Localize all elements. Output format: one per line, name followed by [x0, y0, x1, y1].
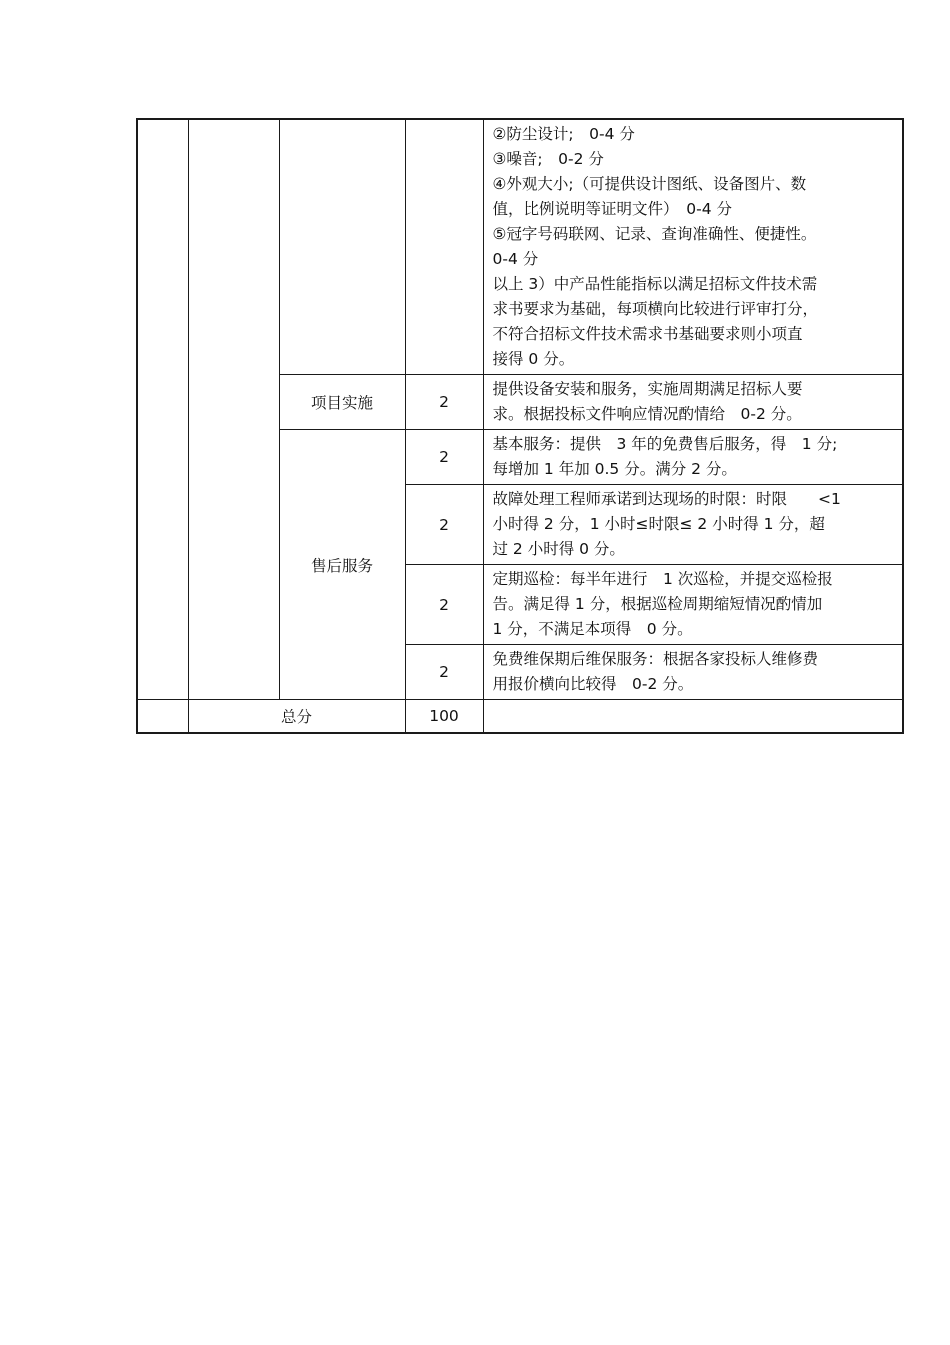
criteria-line: 每增加 1 年加 0.5 分。满分 2 分。 [492, 460, 737, 478]
sub-item-after-sales: 售后服务 [279, 430, 405, 700]
sub-item-cell [279, 119, 405, 375]
criteria-line: 基本服务：提供 3 年的免费售后服务，得 1 分; [492, 435, 838, 453]
score-after-sales-1: 2 [405, 430, 483, 485]
criteria-cell [483, 119, 903, 375]
score-after-sales-3: 2 [405, 565, 483, 645]
criteria-line: ⑤冠字号码联网、记录、查询准确性、便捷性。 [492, 225, 817, 243]
category-cell [188, 119, 279, 700]
criteria-line: 定期巡检：每半年进行 1 次巡检，并提交巡检报 [492, 570, 833, 588]
table-row [137, 119, 903, 375]
criteria-line: 不符合招标文件技术需求书基础要求则小项直 [492, 325, 803, 343]
criteria-line: ③噪音; 0-2 分 [492, 150, 604, 168]
criteria-line: 值，比例说明等证明文件） 0-4 分 [492, 200, 732, 218]
criteria-line: 小时得 2 分，1 小时≤时限≤ 2 小时得 1 分，超 [492, 515, 825, 533]
score-cell [405, 119, 483, 375]
seq-cell [137, 119, 188, 700]
score-after-sales-4: 2 [405, 645, 483, 700]
criteria-line: 求。根据投标文件响应情况酌情给 0-2 分。 [492, 405, 802, 423]
criteria-line: 0-4 分 [492, 250, 539, 268]
criteria-line: 接得 0 分。 [492, 350, 575, 368]
criteria-line: 过 2 小时得 0 分。 [492, 540, 625, 558]
criteria-line: 用报价横向比较得 0-2 分。 [492, 675, 694, 693]
criteria-line: 提供设备安装和服务，实施周期满足招标人要 [492, 380, 803, 398]
criteria-line: 故障处理工程师承诺到达现场的时限：时限 <1 [492, 490, 841, 508]
criteria-line: ④外观大小;（可提供设计图纸、设备图片、数 [492, 175, 807, 193]
scoring-table [136, 118, 904, 734]
score-after-sales-2: 2 [405, 485, 483, 565]
sub-item-project-impl: 项目实施 [279, 375, 405, 430]
total-label: 总分 [188, 700, 405, 733]
seq-cell [137, 700, 188, 733]
score-project-impl: 2 [405, 375, 483, 430]
criteria-line: 告。满足得 1 分，根据巡检周期缩短情况酌情加 [492, 595, 823, 613]
criteria-project-impl [483, 375, 903, 430]
criteria-line: 以上 3）中产品性能指标以满足招标文件技术需 [492, 275, 818, 293]
total-score: 100 [405, 700, 483, 733]
criteria-after-sales-1 [483, 430, 903, 485]
criteria-line: 免费维保期后维保服务：根据各家投标人维修费 [492, 650, 819, 668]
total-criteria-cell [483, 700, 903, 733]
criteria-after-sales-2 [483, 485, 903, 565]
criteria-line: ②防尘设计; 0-4 分 [492, 125, 635, 143]
criteria-after-sales-3 [483, 565, 903, 645]
criteria-line: 求书要求为基础，每项横向比较进行评审打分， [492, 300, 819, 318]
criteria-line: 1 分，不满足本项得 0 分。 [492, 620, 693, 638]
criteria-after-sales-4 [483, 645, 903, 700]
table-row-total [137, 700, 903, 733]
